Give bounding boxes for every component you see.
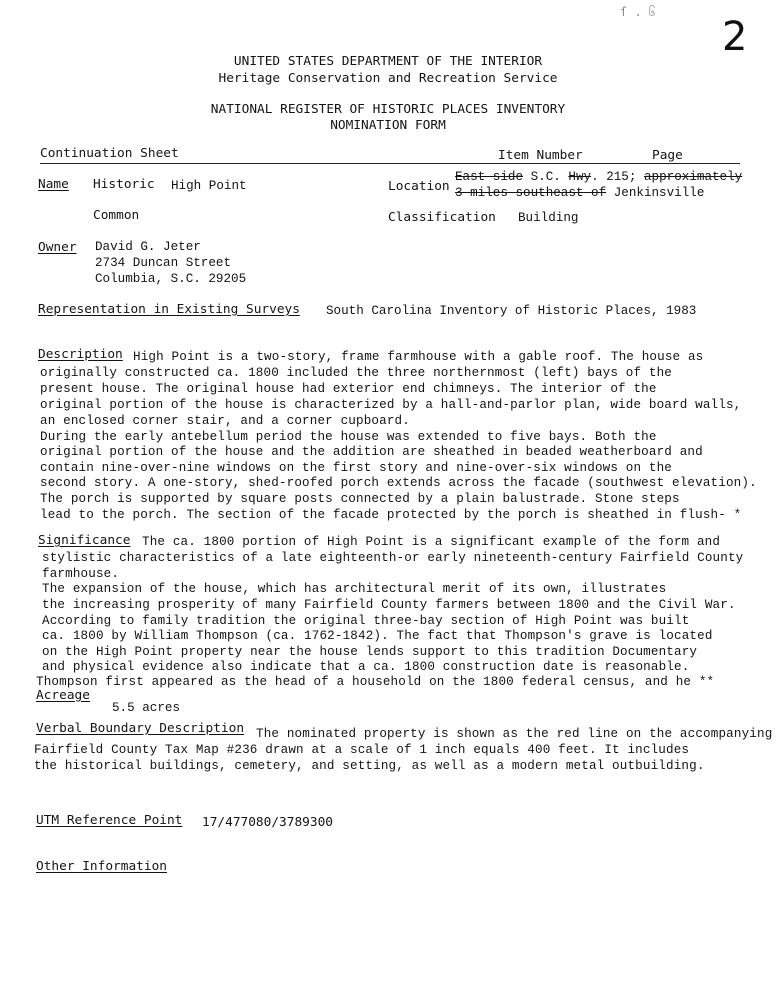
significance-line: ca. 1800 by William Thompson (ca. 1762-1842). The fact that Thompson's grave is located	[42, 629, 713, 643]
name-label: Name	[38, 177, 69, 192]
significance-line: According to family tradition the original three-bay section of High Point was built	[42, 614, 690, 628]
significance-line: stylistic characteristics of a late eighteenth-or early nineteenth-century Fairfield County	[42, 551, 744, 565]
significance-label: Significance	[38, 533, 131, 548]
page-label: Page	[652, 148, 683, 163]
location-text-jenkinsville: Jenkinsville	[606, 186, 705, 200]
description-line: original portion of the house is characterized by a hall-and-parlor plan, wide board walls,	[40, 398, 742, 412]
header-register: NATIONAL REGISTER OF HISTORIC PLACES INVENTORY	[210, 102, 566, 117]
location-struck-approximately: approximately	[643, 170, 743, 184]
description-line: During the early antebellum period the house was extended to five bays. Both the	[40, 430, 657, 444]
location-label: Location	[388, 179, 450, 194]
significance-line: and physical evidence also indicate that a ca. 1800 construction date is reasonable.	[42, 660, 690, 674]
boundary-line: The nominated property is shown as the red line on the accompanying	[256, 727, 773, 741]
page-number: 2	[722, 14, 748, 60]
surveys-label: Representation in Existing Surveys	[38, 302, 300, 317]
historic-label: Historic	[93, 177, 155, 192]
historic-value: High Point	[171, 179, 247, 193]
description-line: lead to the porch. The section of the facade protected by the porch is sheathed in flush- *	[40, 508, 742, 522]
owner-name: David G. Jeter	[95, 240, 201, 254]
classification-label: Classification	[388, 210, 496, 225]
significance-line: on the High Point property near the house lends support to this tradition Documentary	[42, 645, 698, 659]
acreage-label: Acreage	[36, 688, 90, 703]
description-line: an enclosed corner stair, and a corner cupboard.	[40, 414, 410, 428]
description-line: The porch is supported by square posts connected by a plain balustrade. Stone steps	[40, 492, 680, 506]
boundary-label: Verbal Boundary Description	[36, 721, 245, 736]
description-label: Description	[38, 347, 123, 362]
classification-value: Building	[518, 211, 579, 225]
location-line2	[455, 186, 704, 200]
header-department: UNITED STATES DEPARTMENT OF THE INTERIOR	[233, 54, 543, 69]
owner-street: 2734 Duncan Street	[95, 256, 232, 270]
header-service: Heritage Conservation and Recreation Service	[218, 71, 558, 86]
other-information-label: Other Information	[36, 859, 167, 874]
description-line: contain nine-over-nine windows on the first story and nine-over-six windows on the	[40, 461, 673, 475]
location-struck-hwy: Hwy	[568, 170, 592, 184]
significance-line: Thompson first appeared as the head of a household on the 1800 federal census, and he **	[36, 675, 715, 689]
item-number-label: Item Number	[498, 148, 583, 163]
description-line: present house. The original house had exterior end chimneys. The interior of the	[40, 382, 657, 396]
acreage-value: 5.5 acres	[112, 701, 181, 715]
description-line: High Point is a two-story, frame farmhouse with a gable roof. The house as	[133, 350, 704, 364]
significance-line: The ca. 1800 portion of High Point is a significant example of the form and	[142, 535, 721, 549]
location-struck-3-miles: 3 miles southeast of	[455, 186, 607, 200]
owner-label: Owner	[38, 240, 77, 255]
location-text-sc: S.C.	[523, 170, 569, 184]
location-text-215: . 215;	[591, 170, 644, 184]
common-label: Common	[93, 208, 140, 223]
continuation-sheet-label: Continuation Sheet	[40, 146, 179, 161]
location-line1	[455, 170, 742, 184]
description-line: originally constructed ca. 1800 included the three northernmost (left) bays of the	[40, 366, 673, 380]
significance-line: The expansion of the house, which has architectural merit of its own, illustrates	[42, 582, 667, 596]
significance-line: the increasing prosperity of many Fairfield County farmers between 1800 and the Civil War.	[42, 598, 736, 612]
utm-value: 17/477080/3789300	[202, 815, 333, 830]
boundary-line: Fairfield County Tax Map #236 drawn at a scale of 1 inch equals 400 feet. It includes	[34, 743, 690, 757]
owner-city: Columbia, S.C. 29205	[95, 272, 247, 286]
utm-label: UTM Reference Point	[36, 813, 183, 828]
description-line: original portion of the house and the addition are sheathed in beaded weatherboard and	[40, 445, 703, 459]
location-struck-east-side: East side	[455, 170, 524, 184]
description-line: second story. A one-story, shed-roofed porch extends across the facade (southwest elevation).	[40, 476, 757, 490]
boundary-line: the historical buildings, cemetery, and setting, as well as a modern metal outbuilding.	[34, 759, 705, 773]
surveys-value: South Carolina Inventory of Historic Places, 1983	[326, 304, 697, 318]
significance-line: farmhouse.	[42, 567, 120, 581]
continuation-rule	[40, 163, 740, 164]
header-form: NOMINATION FORM	[330, 118, 446, 133]
margin-marks: ſ . ၆	[620, 5, 656, 19]
